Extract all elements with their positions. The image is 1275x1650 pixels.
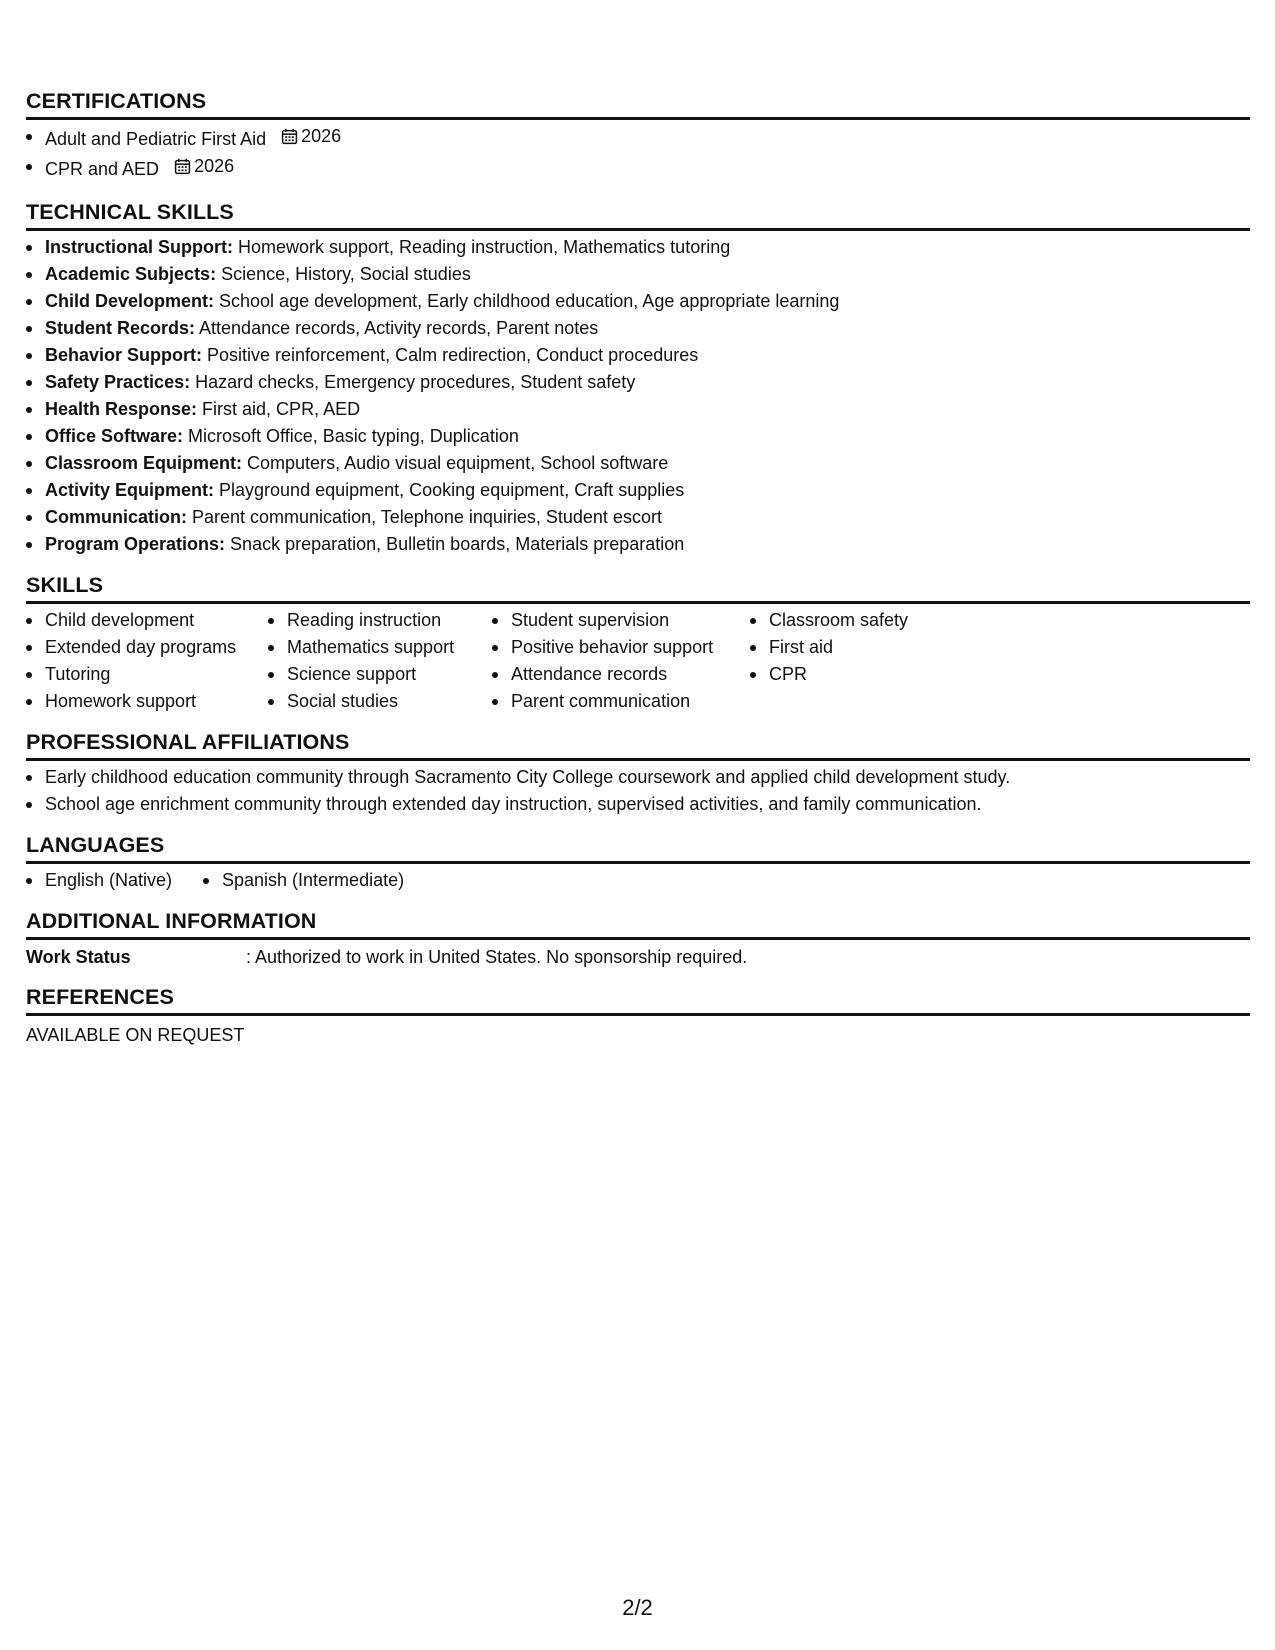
professional-affiliations-section: [26, 729, 1250, 818]
certification-year: 2026: [301, 126, 342, 146]
list-item: Science support: [268, 661, 492, 688]
list-item: [26, 261, 1250, 288]
list-item: [26, 153, 1250, 183]
skill-category-value: Hazard checks, Emergency procedures, Student safety: [190, 372, 636, 392]
list-item: English (Native): [26, 867, 203, 894]
skill-category-label: Office Software:: [45, 426, 184, 446]
section-title-skills: SKILLS: [26, 572, 1250, 604]
list-item: [26, 477, 1250, 504]
section-title-languages: LANGUAGES: [26, 832, 1250, 864]
list-item: [26, 288, 1250, 315]
certification-date: [281, 123, 341, 150]
list-item: [26, 531, 1250, 558]
skill-category-value: Attendance records, Activity records, Parent notes: [195, 318, 599, 338]
certifications-list: [26, 123, 1250, 183]
skills-column: [268, 607, 492, 715]
skill-category-label: Health Response:: [45, 399, 198, 419]
skill-category-value: School age development, Early childhood education, Age appropriate learning: [214, 291, 840, 311]
list-item: Attendance records: [492, 661, 750, 688]
section-title-professional-affiliations: PROFESSIONAL AFFILIATIONS: [26, 729, 1250, 761]
skill-category-label: Instructional Support:: [45, 237, 233, 257]
section-title-references: REFERENCES: [26, 984, 1250, 1016]
skills-column: [750, 607, 1050, 715]
list-item: Tutoring: [26, 661, 268, 688]
list-item: Child development: [26, 607, 268, 634]
list-item: Mathematics support: [268, 634, 492, 661]
list-item: [26, 504, 1250, 531]
skill-category-value: Parent communication, Telephone inquiries, Student escort: [187, 507, 662, 527]
skills-column: [492, 607, 750, 715]
section-title-additional-information: ADDITIONAL INFORMATION: [26, 908, 1250, 940]
list-item: Reading instruction: [268, 607, 492, 634]
affiliations-list: [26, 764, 1250, 818]
list-item: Extended day programs: [26, 634, 268, 661]
calendar-icon: [281, 128, 298, 145]
list-item: School age enrichment community through extended day instruction, supervised activities, and family communication.: [26, 791, 1250, 818]
certification-name: CPR and AED: [45, 159, 160, 179]
list-item: Parent communication: [492, 688, 750, 715]
calendar-icon: [174, 158, 191, 175]
list-item: [26, 342, 1250, 369]
list-item: Student supervision: [492, 607, 750, 634]
work-status-value: : Authorized to work in United States. No sponsorship required.: [246, 947, 748, 967]
technical-skills-list: [26, 234, 1250, 558]
languages-list: [26, 867, 203, 894]
section-title-technical-skills: TECHNICAL SKILLS: [26, 199, 1250, 231]
skill-category-label: Behavior Support:: [45, 345, 203, 365]
skills-section: [26, 572, 1250, 715]
work-status-label: Work Status: [26, 947, 131, 967]
references-section: [26, 984, 1250, 1048]
skill-category-value: Homework support, Reading instruction, Mathematics tutoring: [233, 237, 731, 257]
resume-page: [26, 88, 1250, 1048]
skills-column: [26, 607, 268, 715]
list-item: Classroom safety: [750, 607, 1050, 634]
certifications-section: [26, 88, 1250, 183]
page-number: 2/2: [622, 1595, 653, 1620]
skill-category-value: First aid, CPR, AED: [197, 399, 361, 419]
skill-category-label: Communication:: [45, 507, 187, 527]
skill-category-label: Program Operations:: [45, 534, 226, 554]
list-item: [26, 396, 1250, 423]
list-item: Positive behavior support: [492, 634, 750, 661]
work-status-row: [26, 944, 1250, 970]
skill-category-label: Safety Practices:: [45, 372, 191, 392]
skill-category-label: Child Development:: [45, 291, 215, 311]
list-item: Spanish (Intermediate): [203, 867, 404, 894]
languages-section: [26, 832, 1250, 894]
skill-category-label: Student Records:: [45, 318, 196, 338]
skill-category-value: Positive reinforcement, Calm redirection, Conduct procedures: [202, 345, 699, 365]
certification-year: 2026: [194, 156, 235, 176]
skill-category-value: Snack preparation, Bulletin boards, Materials preparation: [225, 534, 685, 554]
list-item: [26, 369, 1250, 396]
list-item: [26, 315, 1250, 342]
skill-category-label: Academic Subjects:: [45, 264, 217, 284]
list-item: [26, 450, 1250, 477]
skill-category-value: Science, History, Social studies: [216, 264, 471, 284]
list-item: [26, 423, 1250, 450]
certification-date: [174, 153, 234, 180]
list-item: [26, 123, 1250, 153]
additional-information-section: [26, 908, 1250, 970]
languages-row: [26, 867, 1250, 894]
technical-skills-section: [26, 199, 1250, 558]
languages-list: [203, 867, 404, 894]
list-item: CPR: [750, 661, 1050, 688]
skill-category-value: Playground equipment, Cooking equipment, Craft supplies: [214, 480, 685, 500]
list-item: Early childhood education community through Sacramento City College coursework and applied child development study.: [26, 764, 1250, 791]
list-item: [26, 234, 1250, 261]
skills-grid: [26, 607, 1250, 715]
skill-category-value: Computers, Audio visual equipment, School software: [242, 453, 669, 473]
skill-category-value: Microsoft Office, Basic typing, Duplication: [183, 426, 519, 446]
certification-name: Adult and Pediatric First Aid: [45, 129, 267, 149]
list-item: Homework support: [26, 688, 268, 715]
skill-category-label: Classroom Equipment:: [45, 453, 243, 473]
references-text: AVAILABLE ON REQUEST: [26, 1025, 245, 1045]
skill-category-label: Activity Equipment:: [45, 480, 215, 500]
list-item: First aid: [750, 634, 1050, 661]
list-item: Social studies: [268, 688, 492, 715]
section-title-certifications: CERTIFICATIONS: [26, 88, 1250, 120]
